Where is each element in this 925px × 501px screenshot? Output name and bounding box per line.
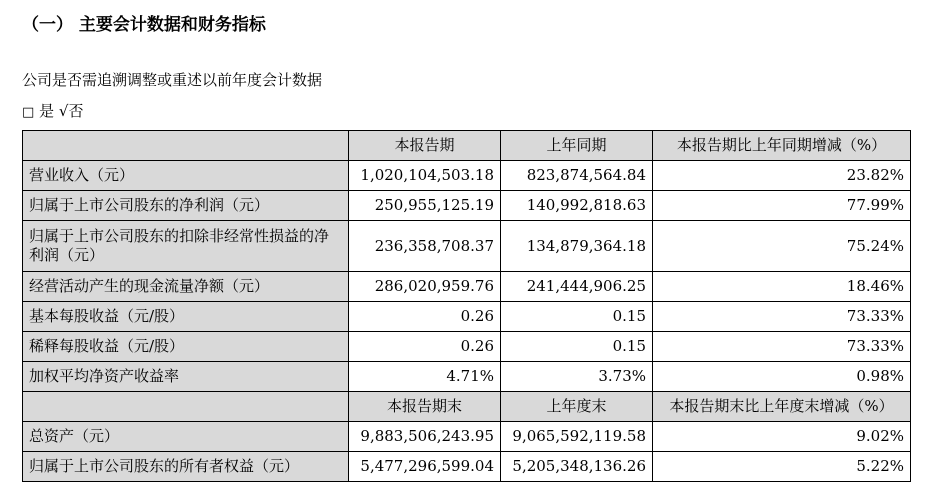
row-label: 稀释每股收益（元/股） — [23, 332, 349, 362]
current-period-value: 1,020,104,503.18 — [349, 161, 501, 191]
table-row — [23, 362, 911, 392]
current-period-value: 236,358,708.37 — [349, 221, 501, 272]
period-end-value: 5,477,296,599.04 — [349, 452, 501, 482]
row-label: 经营活动产生的现金流量净额（元） — [23, 272, 349, 302]
yes-label: 是 — [39, 102, 55, 120]
prior-year-end-value: 5,205,348,136.26 — [501, 452, 653, 482]
current-period-value: 0.26 — [349, 302, 501, 332]
row-label: 总资产（元） — [23, 422, 349, 452]
change-percent: 73.33% — [653, 302, 911, 332]
row-label: 加权平均净资产收益率 — [23, 362, 349, 392]
change-percent: 77.99% — [653, 191, 911, 221]
change-percent: 23.82% — [653, 161, 911, 191]
current-period-value: 250,955,125.19 — [349, 191, 501, 221]
change-percent: 5.22% — [653, 452, 911, 482]
header-cell: 本报告期末比上年度末增减（%） — [653, 392, 911, 422]
table-header-row — [23, 131, 911, 161]
header-cell: 上年同期 — [501, 131, 653, 161]
prior-period-value: 0.15 — [501, 302, 653, 332]
change-percent: 73.33% — [653, 332, 911, 362]
header-cell: 上年度末 — [501, 392, 653, 422]
prior-period-value: 3.73% — [501, 362, 653, 392]
header-blank-cell — [23, 392, 349, 422]
row-label: 归属于上市公司股东的所有者权益（元） — [23, 452, 349, 482]
header-cell: 本报告期 — [349, 131, 501, 161]
table-row — [23, 221, 911, 272]
change-percent: 18.46% — [653, 272, 911, 302]
restatement-choice — [22, 101, 83, 123]
row-label: 归属于上市公司股东的净利润（元） — [23, 191, 349, 221]
row-label: 营业收入（元） — [23, 161, 349, 191]
no-checkmark: √ — [58, 102, 69, 120]
section-heading: （一） 主要会计数据和财务指标 — [22, 15, 266, 35]
header-cell: 本报告期比上年同期增减（%） — [653, 131, 911, 161]
row-label: 基本每股收益（元/股） — [23, 302, 349, 332]
table-row — [23, 332, 911, 362]
table-row — [23, 452, 911, 482]
header-blank-cell — [23, 131, 349, 161]
table-row — [23, 191, 911, 221]
prior-period-value: 241,444,906.25 — [501, 272, 653, 302]
table-row — [23, 161, 911, 191]
current-period-value: 286,020,959.76 — [349, 272, 501, 302]
table-header-row — [23, 392, 911, 422]
prior-period-value: 823,874,564.84 — [501, 161, 653, 191]
yes-checkbox: □ — [22, 105, 35, 120]
financial-indicators-table — [22, 130, 911, 482]
no-label: 否 — [68, 102, 84, 120]
header-cell: 本报告期末 — [349, 392, 501, 422]
row-label: 归属于上市公司股东的扣除非经常性损益的净利润（元） — [23, 221, 349, 272]
prior-year-end-value: 9,065,592,119.58 — [501, 422, 653, 452]
table-row — [23, 302, 911, 332]
table-row — [23, 272, 911, 302]
period-end-value: 9,883,506,243.95 — [349, 422, 501, 452]
change-percent: 9.02% — [653, 422, 911, 452]
prior-period-value: 0.15 — [501, 332, 653, 362]
change-percent: 75.24% — [653, 221, 911, 272]
current-period-value: 4.71% — [349, 362, 501, 392]
table-row — [23, 422, 911, 452]
change-percent: 0.98% — [653, 362, 911, 392]
prior-period-value: 134,879,364.18 — [501, 221, 653, 272]
current-period-value: 0.26 — [349, 332, 501, 362]
prior-period-value: 140,992,818.63 — [501, 191, 653, 221]
restatement-question: 公司是否需追溯调整或重述以前年度会计数据 — [22, 71, 323, 89]
